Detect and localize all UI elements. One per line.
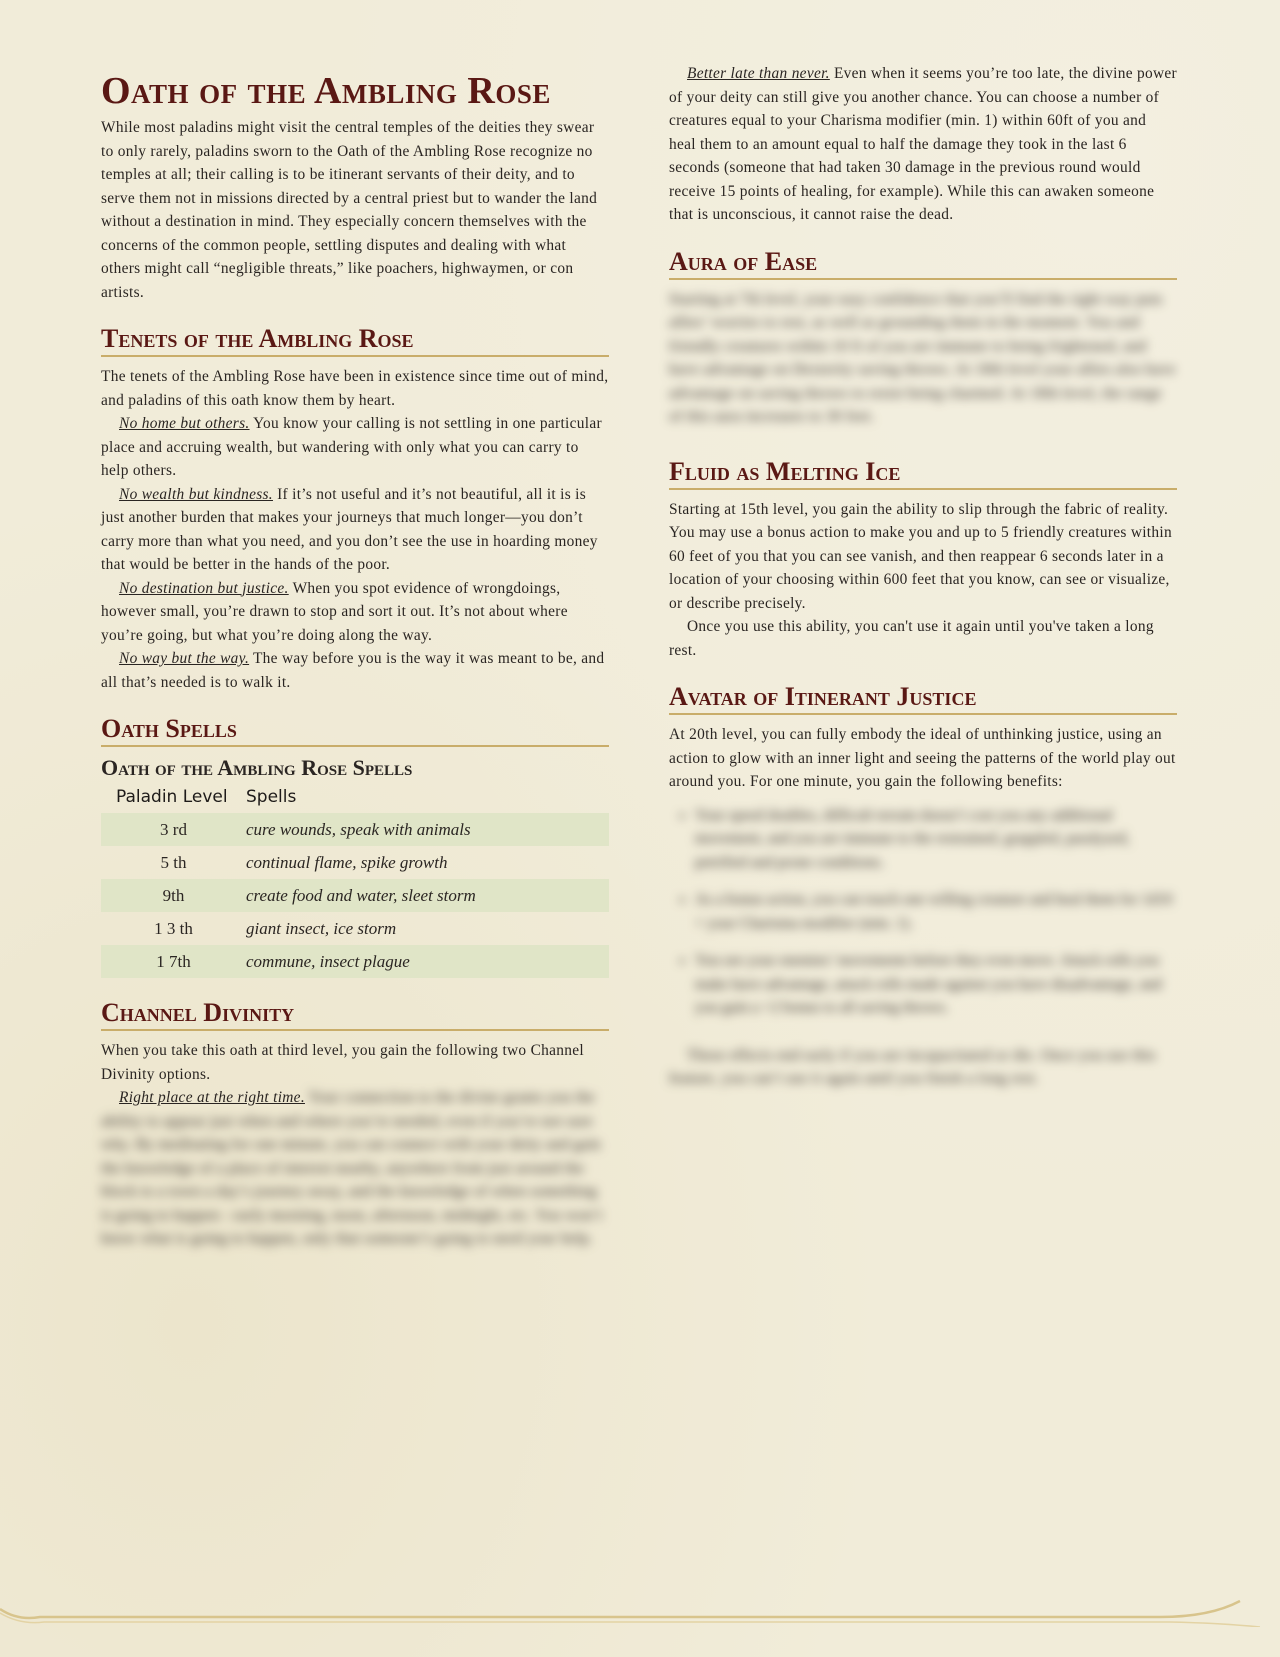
avatar-blurred-block <box>669 804 1177 1091</box>
spell-level: 9th <box>101 879 246 912</box>
spell-level: 5 th <box>160 852 187 872</box>
aura-of-ease-heading: Aura of Ease <box>669 247 1177 280</box>
tenet-text: If it’s not useful and it’s not beautiful, all it is is just another burden that makes your journeys that much longer—you don’t carry more than what you need, and you don’t see the use in hoarding money that would be better in the hands of the poor. <box>101 485 598 573</box>
list-item: • Your speed doubles, difficult terrain doesn’t cost you any additional movement, and you are immune to the restrained, grappled, paralyzed, petrified and prone conditions. <box>695 804 1177 875</box>
left-column <box>101 62 609 1251</box>
page-footer-ornament <box>0 1591 1280 1627</box>
channel-divinity-heading: Channel Divinity <box>101 998 609 1031</box>
spell-list: continual flame, spike growth <box>246 852 448 872</box>
tenet-lead: No wealth but kindness. <box>119 485 273 503</box>
tenet-item <box>101 412 609 483</box>
aura-of-ease-text: Starting at 7th level, your easy confidence that you’ll find the right way puts allies’ worries to rest, as well as grounding them in the moment. You and friendly creatures within 10 ft of you are immune to being frightened, and have advantage on Dexterity saving throws. At 18th level your allies also have advantage on saving throws to resist being charmed. At 18th level, the range of this aura increases to 30 feet. <box>669 290 1176 425</box>
spell-list: commune, insect plague <box>246 945 609 978</box>
avatar-closing: These effects end early if you are incapacitated or die. Once you use this feature, you can’t use it again until you finish a long rest. <box>669 1046 1156 1087</box>
table-row <box>101 813 609 846</box>
aura-of-ease-blurred-block <box>669 288 1177 429</box>
table-row <box>101 879 609 912</box>
table-row <box>101 912 609 945</box>
channel-option-lead: Right place at the right time. <box>119 1089 305 1106</box>
tenets-intro: The tenets of the Ambling Rose have been in existence since time out of mind, and paladins of this oath know them by heart. <box>101 368 609 409</box>
tenets-heading: Tenets of the Ambling Rose <box>101 324 609 357</box>
tenet-item <box>101 577 609 648</box>
tenet-lead: No way but the way. <box>119 650 250 667</box>
column-header-spells: Spells <box>246 787 297 807</box>
spells-table-title: Oath of the Ambling Rose Spells <box>101 755 413 780</box>
column-header-level: Paladin Level <box>116 787 228 807</box>
spell-level: 1 7th <box>101 945 246 978</box>
channel-option-lead: Better late than never. <box>687 65 830 82</box>
spell-list: giant insect, ice storm <box>246 918 397 938</box>
list-item: • As a bonus action, you can touch one willing creature and heal them for 1d10 + your Charisma modifier (min. 1). <box>695 888 1177 935</box>
spells-table <box>101 785 609 978</box>
right-column <box>669 62 1177 1091</box>
spell-level: 3 rd <box>101 813 246 846</box>
avatar-intro: At 20th level, you can fully embody the ideal of unthinking justice, using an action to glow with an inner light and seeing the patterns of the world play out around you. For one minute, you gain the following benefits: <box>669 726 1176 790</box>
table-row <box>101 846 609 879</box>
spell-level: 1 3 th <box>154 918 193 938</box>
tenet-lead: No destination but justice. <box>119 579 289 597</box>
channel-option-text-blurred: Your connection to the divine grants you the ability to appear just when and where you’re needed, even if you’re not sure why. By meditating for one minute, you can connect with your deity and gain the knowledge of a place of interest nearby, anywhere from just around the block to a town a day’s journey away, and the knowledge of when something is going to happen - early morning, noon, afternoon, midnight, etc. You won’t know what is going to happen, only that someone’s going to need your help. <box>101 1089 603 1247</box>
channel-option-right-place <box>101 1086 609 1251</box>
tenet-text: The way before you is the way it was meant to be, and all that’s needed is to walk it. <box>101 650 605 691</box>
tenet-item <box>101 483 609 577</box>
benefits-list <box>669 804 1177 1020</box>
fluid-text: Starting at 15th level, you gain the ability to slip through the fabric of reality. You may use a bonus action to make you and up to 5 friendly creatures within 60 feet of you that you can see vanish, and then reappear 6 seconds later in a location of your choosing within 600 feet that you know, can see or visualize, or describe precisely. <box>669 500 1172 612</box>
intro-paragraph: While most paladins might visit the central temples of the deities they swear to only rarely, paladins sworn to the Oath of the Ambling Rose recognize no temples at all; their calling is to be itinerant servants of their deity, and to serve them not in missions directed by a central priest but to wander the land without a destination in mind. They especially concern themselves with the concerns of the common people, settling disputes and dealing with what others might call “negligible threats,” like poachers, highwaymen, or con artists. <box>101 119 598 301</box>
spell-list: cure wounds, speak with animals <box>246 813 609 846</box>
list-item: • You see your enemies’ movements before they even move. Attack rolls you make have advantage, attack rolls made against you have disadvantage, and you gain a +2 bonus to all saving throws. <box>695 949 1177 1020</box>
fluid-text-2: Once you use this ability, you can't use it again until you've taken a long rest. <box>669 618 1154 659</box>
table-row <box>101 945 609 978</box>
oath-spells-heading: Oath Spells <box>101 714 609 747</box>
fluid-heading: Fluid as Melting Ice <box>669 457 1177 490</box>
spell-list: create food and water, sleet storm <box>246 879 609 912</box>
channel-divinity-intro: When you take this oath at third level, you gain the following two Channel Divinity options. <box>101 1042 584 1083</box>
tenet-lead: No home but others. <box>119 415 250 432</box>
tenet-text: You know your calling is not settling in one particular place and accruing wealth, but wandering with only what you can carry to help others. <box>101 415 602 479</box>
spells-table-header <box>101 785 609 813</box>
channel-option-better-late <box>669 62 1177 227</box>
tenet-text: When you spot evidence of wrongdoings, however small, you’re drawn to stop and sort it out. It’s not about where you’re going, but what you’re doing along the way. <box>101 579 568 644</box>
page-title: Oath of the Ambling Rose <box>101 70 551 112</box>
channel-option-text: Even when it seems you’re too late, the divine power of your deity can still give you another chance. You can choose a number of creatures equal to your Charisma modifier (min. 1) within 60ft of you and heal them to an amount equal to half the damage they took in the last 6 seconds (someone that had taken 30 damage in the previous round would receive 15 points of healing, for example). While this can awaken someone that is unconscious, it cannot raise the dead. <box>669 65 1177 223</box>
tenet-item <box>101 647 609 694</box>
avatar-heading: Avatar of Itinerant Justice <box>669 682 1177 715</box>
